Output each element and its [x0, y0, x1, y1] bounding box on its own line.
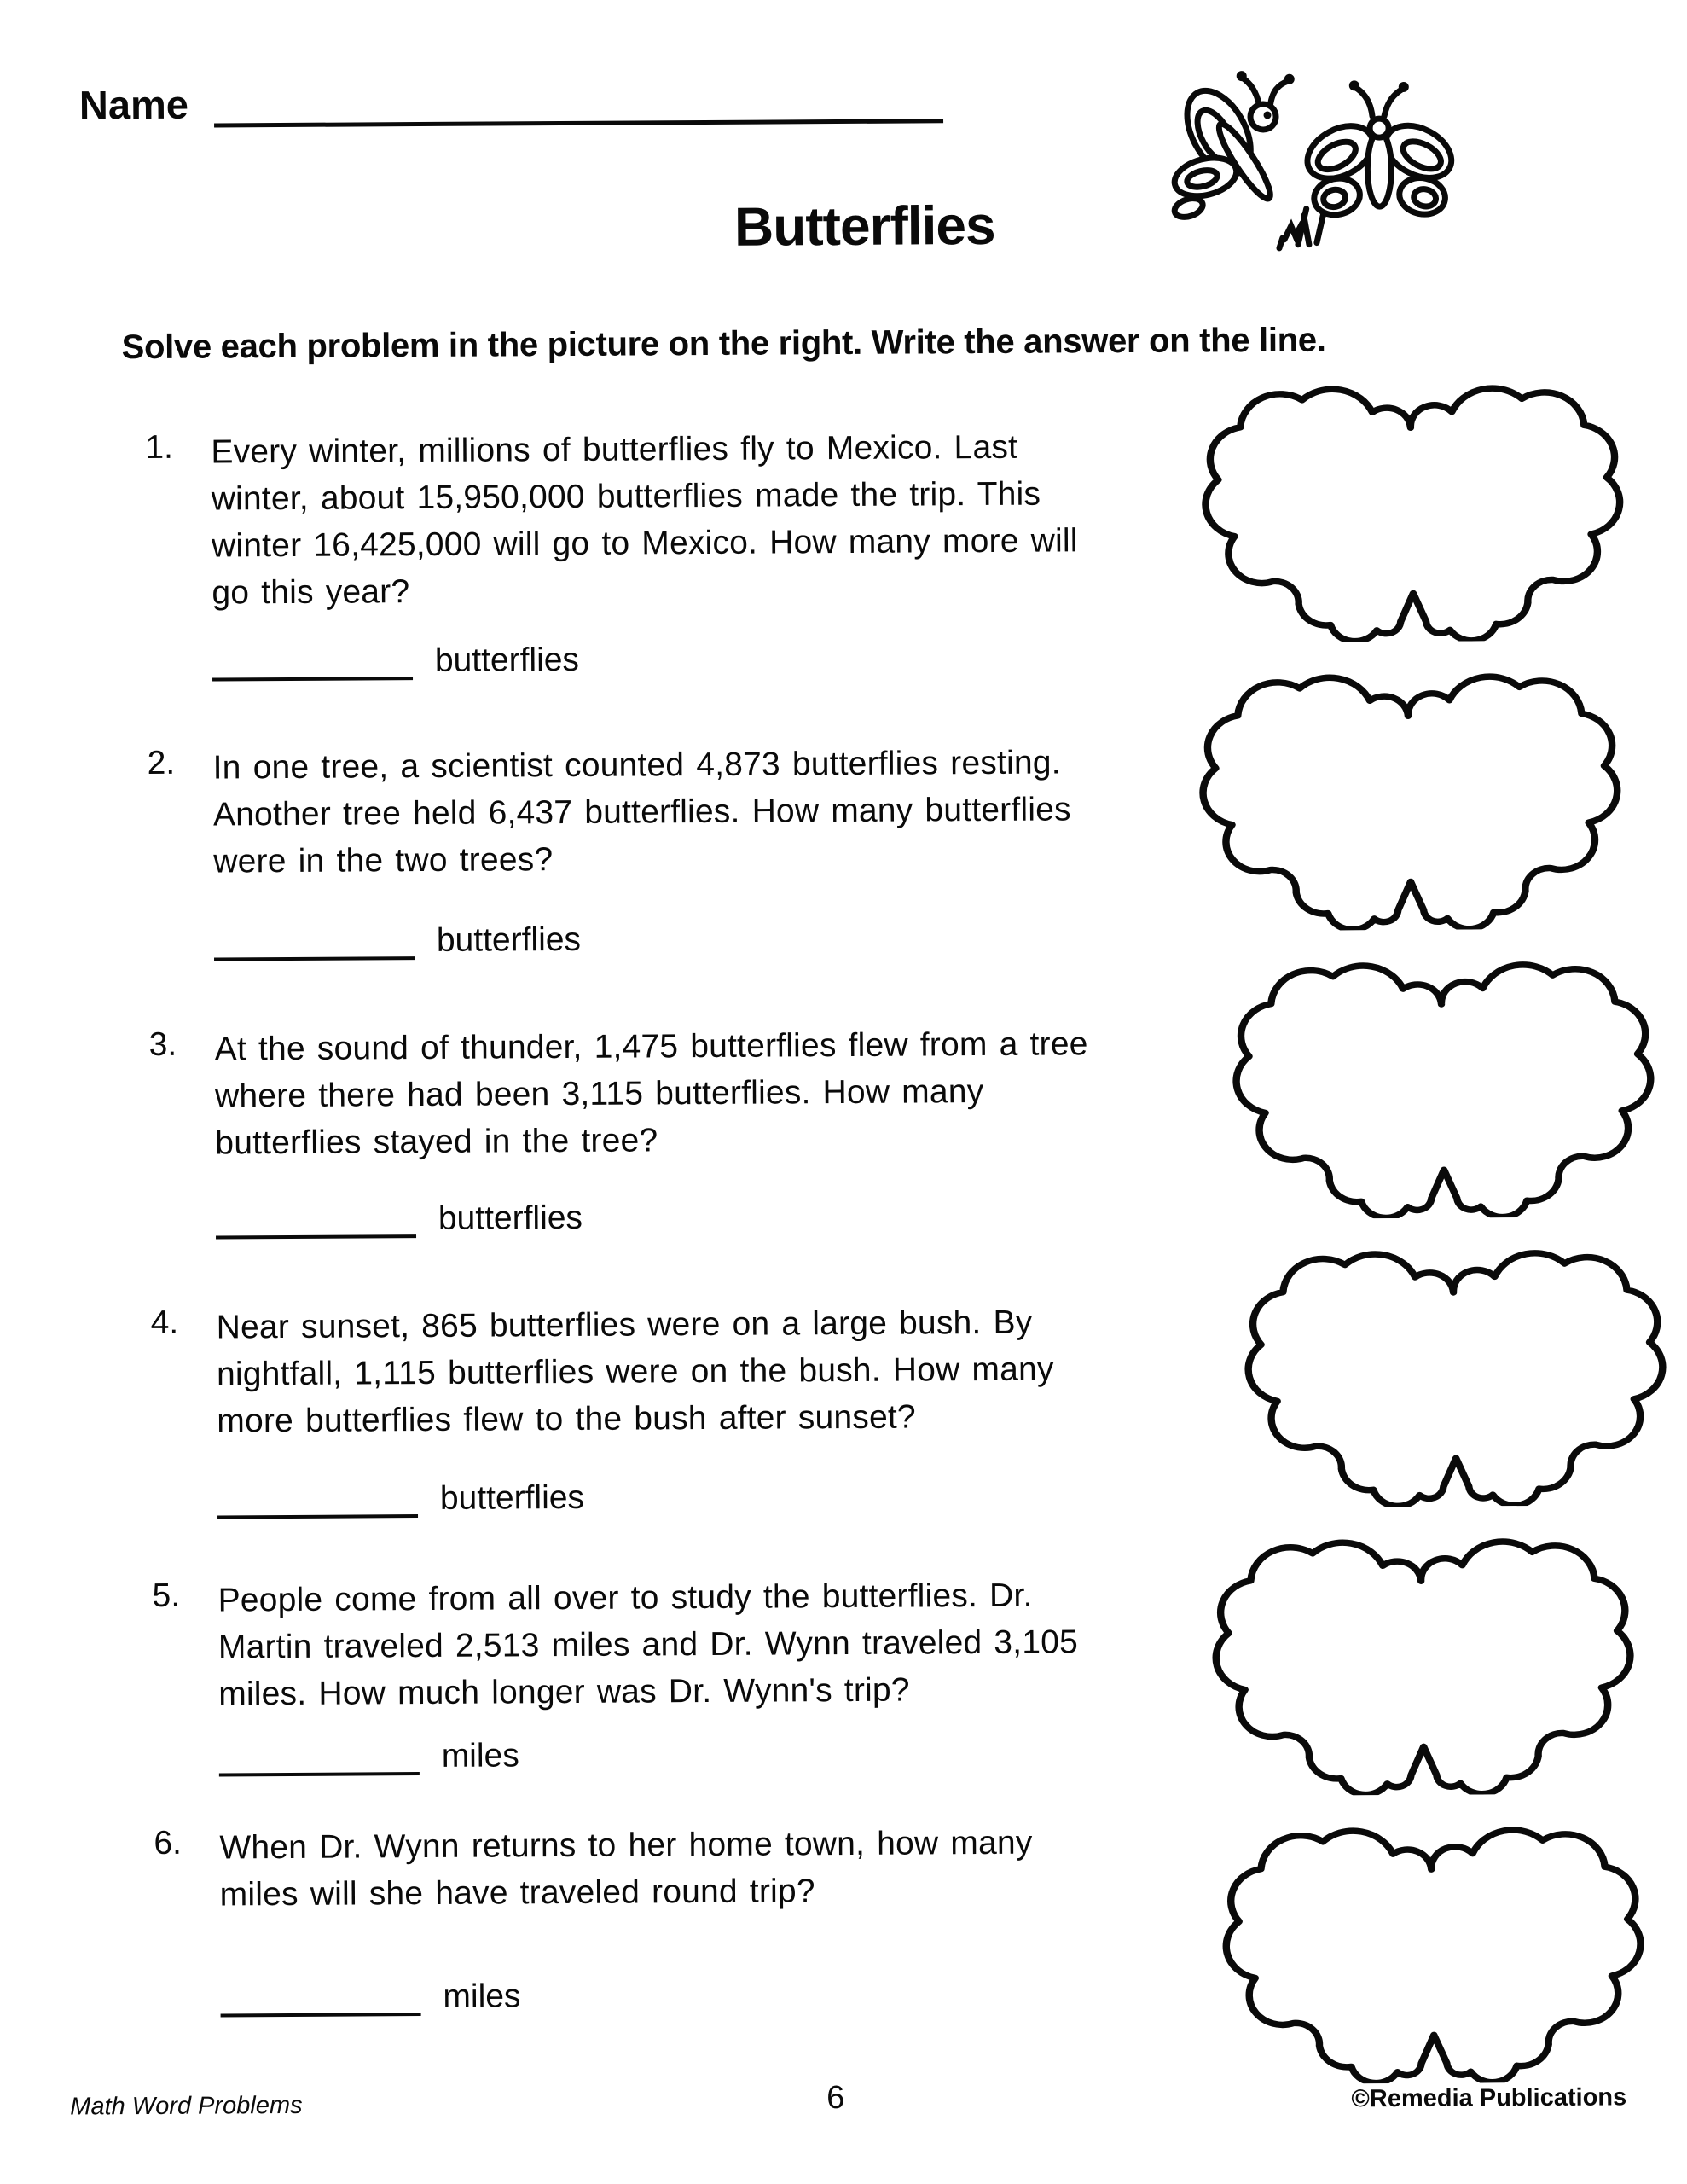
problem-item-6: [154, 1819, 1157, 1919]
answer-blank[interactable]: [214, 915, 415, 961]
butterfly-outline: [1200, 1798, 1667, 2084]
name-fill-in-line[interactable]: [214, 74, 943, 127]
butterfly-outline: [1222, 1222, 1687, 1507]
instructions-text: Solve each problem in the picture on the right. Write the answer on the line.: [121, 321, 1326, 367]
answer-blank[interactable]: [216, 1194, 416, 1239]
page-title: Butterflies: [733, 194, 995, 258]
answer-unit-label: miles: [443, 1978, 521, 2015]
footer-page-number: 6: [826, 2080, 845, 2117]
grass-tuft: [1279, 209, 1324, 248]
name-label: Name: [78, 81, 189, 128]
right-butterfly: [1298, 80, 1461, 219]
problem-text: Near sunset, 865 butterflies were on a large bush. By nightfall, 1,115 butterflies were on the bush. How many more butterflies flew to the bush after sunset?: [216, 1304, 1054, 1440]
answer-row-6: [220, 1971, 520, 2017]
problem-text: At the sound of thunder, 1,475 butterflies flew from a tree where there had been 3,115 butterflies. How many butterflies stayed in the tree?: [214, 1025, 1088, 1162]
answer-row-4: [217, 1472, 584, 1519]
answer-unit-label: butterflies: [439, 1478, 585, 1517]
problem-item-1: [145, 423, 1148, 617]
butterfly-outline: [1180, 357, 1646, 642]
answer-unit-label: miles: [441, 1737, 519, 1774]
butterfly-outline: [1190, 1510, 1656, 1796]
name-row: [79, 74, 943, 128]
problem-text: Every winter, millions of butterflies fly to Mexico. Last winter, about 15,950,000 butterflies made the trip. This winter 16,425,000 will go to Mexico. How many more will go this year?: [211, 428, 1078, 612]
answer-row-2: [214, 915, 581, 961]
answer-row-1: [212, 635, 579, 682]
problem-number: 5.: [152, 1577, 181, 1614]
answer-row-5: [219, 1730, 519, 1776]
problem-number: 2.: [147, 744, 176, 781]
problem-number: 4.: [150, 1304, 179, 1341]
problem-number: 1.: [145, 428, 174, 466]
answer-unit-label: butterflies: [436, 921, 582, 959]
butterfly-outline: [1177, 645, 1644, 931]
butterfly-outline: [1210, 933, 1677, 1219]
answer-blank[interactable]: [220, 1972, 420, 2017]
problem-item-2: [147, 739, 1150, 886]
left-butterfly: [1170, 71, 1296, 221]
problem-number: 3.: [148, 1025, 177, 1063]
problem-text: When Dr. Wynn returns to her home town, how many miles will she have traveled round trip?: [219, 1824, 1033, 1914]
footer-publisher: ©Remedia Publications: [1351, 2083, 1627, 2113]
butterflies-illustration: [1169, 64, 1471, 294]
footer-book-title: Math Word Problems: [70, 2091, 303, 2121]
problem-item-4: [151, 1298, 1154, 1445]
answer-blank[interactable]: [217, 1473, 418, 1519]
answer-row-3: [216, 1193, 583, 1240]
answer-unit-label: butterflies: [434, 641, 580, 679]
problem-item-3: [149, 1020, 1152, 1167]
problem-number: 6.: [154, 1824, 183, 1862]
problem-item-5: [152, 1571, 1155, 1718]
answer-blank[interactable]: [212, 636, 413, 681]
problem-text: People come from all over to study the butterflies. Dr. Martin traveled 2,513 miles and Dr. Wynn traveled 3,105 miles. How much longer was Dr. Wynn's trip?: [217, 1577, 1079, 1713]
problem-text: In one tree, a scientist counted 4,873 butterflies resting. Another tree held 6,437 butterflies. How many butterflies were in the two trees?: [212, 744, 1071, 880]
answer-unit-label: butterflies: [438, 1199, 583, 1237]
answer-blank[interactable]: [219, 1731, 420, 1776]
